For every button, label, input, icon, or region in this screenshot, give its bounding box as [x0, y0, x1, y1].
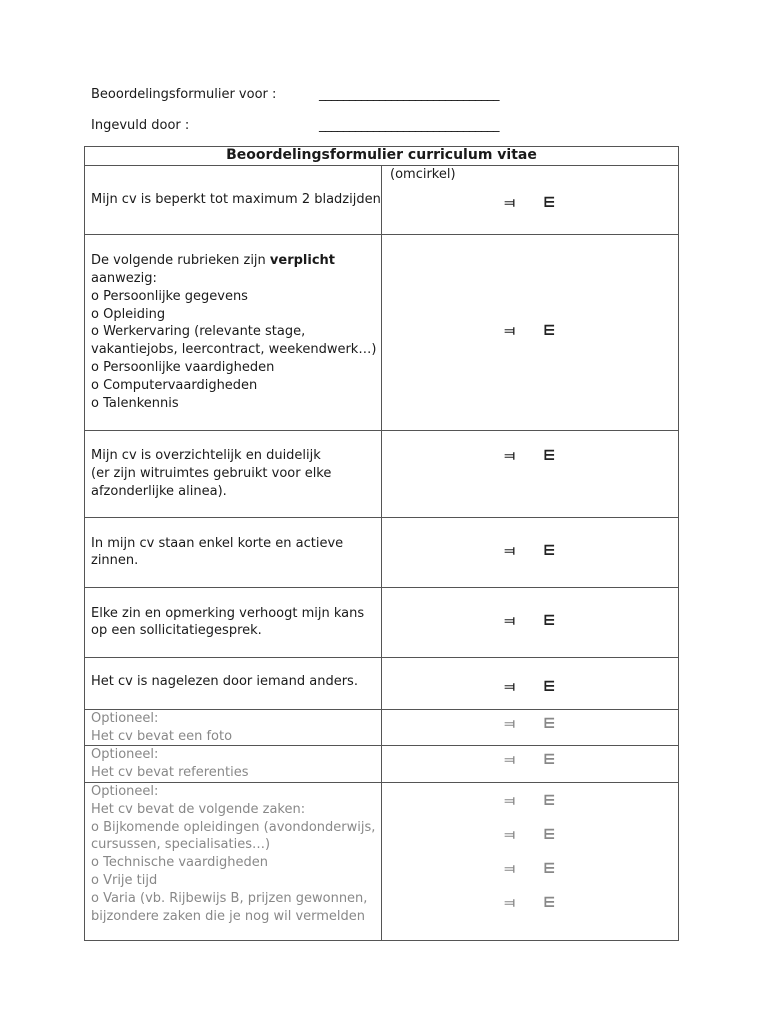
voor-label: Beoordelingsformulier voor : [91, 87, 277, 102]
ja-icon[interactable]: ⫤ [504, 715, 515, 732]
nee-icon[interactable]: ⋿ [543, 827, 556, 844]
criterion-text [85, 746, 382, 783]
criterion-line: (er zijn witruimtes gebruikt voor elke afzonderlijke alinea). [91, 465, 332, 499]
optional-label: Optioneel: [91, 747, 159, 763]
answer-cell [382, 234, 679, 430]
criterion-text: Elke zin en opmerking verhoogt mijn kans op een sollicitatiegesprek. [85, 587, 382, 657]
criterion-line: Mijn cv is overzichtelijk en duidelijk [91, 448, 321, 464]
criterion-text [85, 782, 382, 940]
nee-icon[interactable]: ⋿ [543, 323, 556, 340]
ja-icon[interactable]: ⫤ [504, 194, 515, 211]
list-item: o Talenkennis [91, 395, 179, 411]
list-item: o Persoonlijke gegevens [91, 288, 248, 304]
answer-cell [382, 517, 679, 587]
ja-icon[interactable]: ⫤ [504, 323, 515, 340]
list-item: o Technische vaardigheden [91, 855, 268, 871]
criterion-row-4 [85, 517, 679, 587]
criterion-line: Het cv bevat een foto [91, 728, 233, 744]
criterion-text [85, 430, 382, 517]
nee-icon[interactable]: ⋿ [543, 543, 556, 560]
criterion-text [85, 234, 382, 430]
answer-cell [382, 165, 679, 234]
criterion-row-5 [85, 587, 679, 657]
answer-cell [382, 746, 679, 783]
nee-icon[interactable]: ⋿ [543, 447, 556, 464]
nee-icon[interactable]: ⋿ [543, 679, 556, 696]
optional-row-1 [85, 709, 679, 746]
omcirkel-note: (omcirkel) [390, 166, 456, 182]
criterion-text [85, 709, 382, 746]
list-item: o Persoonlijke vaardigheden [91, 359, 275, 375]
door-input-line[interactable]: ______________________________ [319, 118, 499, 133]
criterion-row-6 [85, 657, 679, 709]
nee-icon[interactable]: ⋿ [543, 752, 556, 769]
list-item: o Opleiding [91, 306, 166, 322]
criterion-text: In mijn cv staan enkel korte en actieve zinnen. [85, 517, 382, 587]
door-label: Ingevuld door : [91, 118, 190, 133]
criterion-row-2 [85, 234, 679, 430]
evaluation-table [84, 146, 679, 941]
nee-icon[interactable]: ⋿ [543, 194, 556, 211]
answer-cell [382, 657, 679, 709]
ja-icon[interactable]: ⫤ [504, 447, 515, 464]
answer-cell [382, 587, 679, 657]
ja-icon[interactable]: ⫤ [504, 543, 515, 560]
nee-icon[interactable]: ⋿ [543, 793, 556, 810]
nee-icon[interactable]: ⋿ [543, 861, 556, 878]
table-title: Beoordelingsformulier curriculum vitae [85, 147, 679, 166]
optional-row-3 [85, 782, 679, 940]
criterion-line: Het cv bevat de volgende zaken: [91, 801, 306, 817]
list-item: o Werkervaring (relevante stage, vakantiejobs, leercontract, weekendwerk…) [91, 324, 377, 358]
ja-icon[interactable]: ⫤ [504, 861, 515, 878]
optional-label: Optioneel: [91, 783, 159, 799]
optional-label: Optioneel: [91, 710, 159, 726]
nee-icon[interactable]: ⋿ [543, 715, 556, 732]
intro-bold: verplicht [269, 253, 336, 269]
list-item: o Bijkomende opleidingen (avondonderwijs, cursussen, specialisaties…) [91, 819, 376, 853]
answer-cell [382, 430, 679, 517]
criterion-row-1 [85, 165, 679, 234]
ja-icon[interactable]: ⫤ [504, 752, 515, 769]
ja-icon[interactable]: ⫤ [504, 679, 515, 696]
list-item: o Varia (vb. Rijbewijs B, prijzen gewonnen, bijzondere zaken die je nog wil vermelden [91, 890, 368, 924]
criterion-text: Het cv is nagelezen door iemand anders. [85, 657, 382, 709]
intro-text: De volgende rubrieken zijn [91, 253, 270, 269]
intro-text-end: aanwezig: [91, 271, 157, 286]
optional-row-2 [85, 746, 679, 783]
title-row [85, 147, 679, 166]
list-item: o Computervaardigheden [91, 377, 258, 393]
ja-icon[interactable]: ⫤ [504, 793, 515, 810]
ja-icon[interactable]: ⫤ [504, 827, 515, 844]
criterion-line: Het cv bevat referenties [91, 765, 249, 781]
nee-icon[interactable]: ⋿ [543, 613, 556, 630]
voor-input-line[interactable]: ______________________________ [319, 87, 499, 102]
answer-cell [382, 782, 679, 940]
nee-icon[interactable]: ⋿ [543, 895, 556, 912]
criterion-text: Mijn cv is beperkt tot maximum 2 bladzijden [85, 165, 382, 234]
list-item: o Vrije tijd [91, 872, 158, 888]
ja-icon[interactable]: ⫤ [504, 613, 515, 630]
ja-icon[interactable]: ⫤ [504, 895, 515, 912]
criterion-row-3 [85, 430, 679, 517]
answer-cell [382, 709, 679, 746]
